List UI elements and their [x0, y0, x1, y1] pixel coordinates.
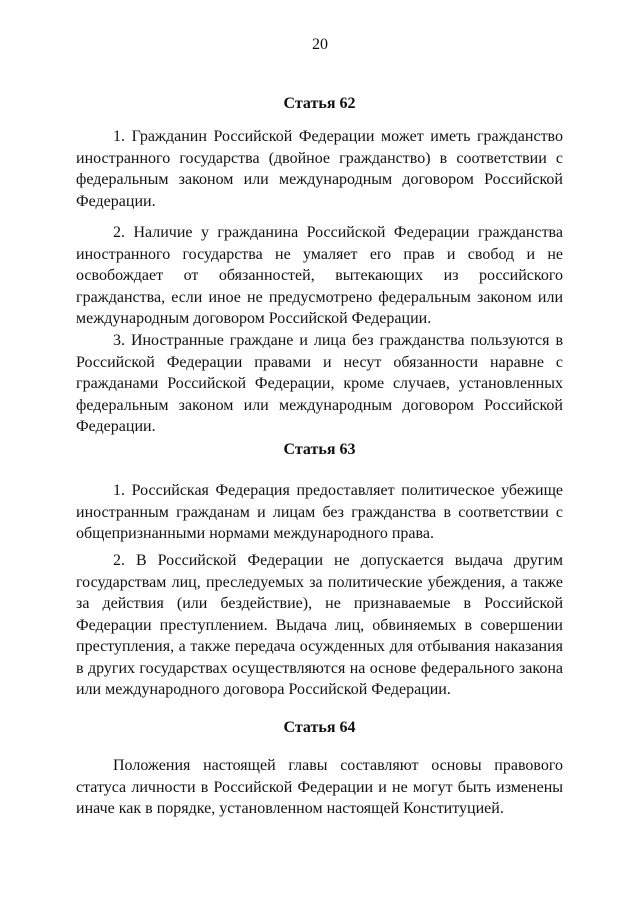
article-63-paragraph-1: 1. Российская Федерация предоставляет политическое убежище иностранным гражданам и лицам без гражданства в соответствии с общепризнанными нормами международного права. [76, 482, 563, 542]
article-63-paragraph-2: 2. В Российской Федерации не допускается выдача другим государствам лиц, преследуемых за политические убеждения, а также за действия (или бездействие), не признаваемые в Российской Федерации преступлением. Выдача лиц, обвиняемых в совершении преступления, а также передача осужденных для отбывания наказания в других государствах осуществляются на основе федерального закона или международного договора Российской Федерации. [76, 552, 563, 698]
article-62-paragraph-2: 2. Наличие у гражданина Российской Федерации гражданства иностранного государства не умаляет его прав и свобод и не освобождает от обязанностей, вытекающих из российского гражданства, если иное не предусмотрено федеральным законом или международным договором Российской Федерации. [76, 224, 563, 327]
article-62-heading: Статья 62 [283, 95, 356, 112]
article-62-paragraph-3: 3. Иностранные граждане и лица без гражданства пользуются в Российской Федерации правами и несут обязанности наравне с гражданами Российской Федерации, кроме случаев, установленных федеральным законом или международным договором Российской Федерации. [76, 332, 563, 435]
article-62-paragraph-1: 1. Гражданин Российской Федерации может иметь гражданство иностранного государства (двойное гражданство) в соответствии с федеральным законом или международным договором Российской Федерации. [76, 128, 563, 210]
article-64-paragraph-1: Положения настоящей главы составляют основы правового статуса личности в Российской Федерации и не могут быть изменены иначе как в порядке, установленном настоящей Конституцией. [76, 757, 563, 817]
article-64-heading: Статья 64 [283, 719, 356, 736]
article-63-heading: Статья 63 [283, 441, 356, 458]
page-number: 20 [312, 36, 328, 53]
